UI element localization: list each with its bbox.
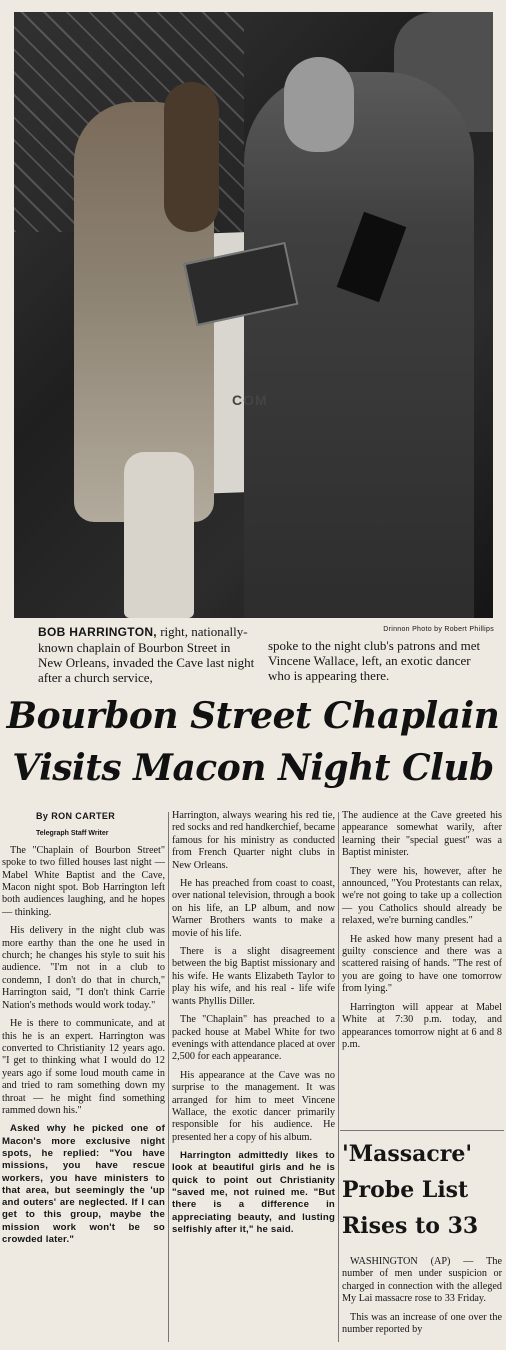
col2-para-4: The "Chaplain" has preached to a packed house at Mabel White for two evenings with attendance placed at over 2,500 for each appearance. xyxy=(172,1014,335,1063)
chaplain-head xyxy=(284,57,354,152)
staff-tag: Telegraph Staff Writer xyxy=(36,830,109,838)
col1-para-3: He is there to communicate, and at this he is an expert. Harrington was converted to Christianity 12 years ago. "I get to thinking what I would do 12 years ago if some loud mouth came in and tried to ram something down my throat — he might find something rammed down his." xyxy=(2,1018,165,1116)
col3-para-1: The audience at the Cave greeted his appearance somewhat warily, after learning their "special guest" was a Baptist minister. xyxy=(342,810,502,859)
headline-line-2: Visits Macon Night Club xyxy=(12,747,494,789)
caption-left-text: right, nationally-known chaplain of Bourbon Street in New Orleans, invaded the Cave last night after a church service, xyxy=(38,624,255,685)
sidebar-more: This was an increase of one over the number reported by xyxy=(342,1311,502,1336)
col2-para-2: He has preached from coast to coast, over national television, through a book on his life, an LP album, and now Warner Brothers wants to make a movie of his life. xyxy=(172,878,335,939)
sidebar-headline xyxy=(342,1136,502,1244)
col1-para-2: His delivery in the night club was more earthy than the one he used in church; he changes his style to suit his audience. "I'm not in a club to condemn, I don't do that in church," Harrington said, "I don't think Carrie Nation's methods would work today." xyxy=(2,925,165,1011)
column-rule-2 xyxy=(338,812,339,1342)
col1-para-1: The "Chaplain of Bourbon Street" spoke to two filled houses last night — Mabel White Baptist and the Cave, Macon night spot. Bob Harrington left both audiences laughing, and he hopes — thinking. xyxy=(2,844,165,918)
sidebar-headline-3: Rises to 33 xyxy=(342,1213,479,1239)
article-column-1 xyxy=(2,810,165,1252)
poster-text: COM xyxy=(232,392,268,408)
news-photo xyxy=(14,12,493,618)
col2-para-3: There is a slight disagreement between the big Baptist missionary and his wife. He wants Elizabeth Taylor to play his wife, and his real - life wife wants Phyllis Diller. xyxy=(172,946,335,1007)
photo-credit: Drinnon Photo by Robert Phillips xyxy=(383,626,494,633)
caption-left xyxy=(38,624,256,685)
chaplain-figure xyxy=(244,72,474,618)
caption-lead: BOB HARRINGTON, xyxy=(38,625,157,639)
col3-para-3: He asked how many present had a guilty conscience and there was a scattered raising of hands. "The rest of you are going to have one tomorrow from lying." xyxy=(342,933,502,995)
col3-para-2: They were his, however, after he announced, "You Protestants can relax, we're not going to take up a collection — you Catholics should already be relaxed, we're burning candles." xyxy=(342,865,502,927)
sidebar-rule xyxy=(340,1130,504,1131)
sidebar-headline-2: Probe List xyxy=(342,1177,469,1203)
sidebar-headline-1: 'Massacre' xyxy=(342,1141,473,1167)
sidebar-dateline: WASHINGTON (AP) — The number of men under suspicion or charged in connection with the alleged My Lai massacre rose to 33 Friday. xyxy=(342,1256,502,1305)
article-column-3 xyxy=(342,810,502,1057)
sidebar-body xyxy=(342,1256,502,1342)
article-column-2 xyxy=(172,810,335,1242)
col2-para-1: Harrington, always wearing his red tie, red socks and red handkerchief, became famous for his ministry as conducted from French Quarter night clubs in New Orleans. xyxy=(172,810,335,871)
caption-right: spoke to the night club's patrons and met Vincene Wallace, left, an exotic dancer who is appearing there. xyxy=(268,638,481,683)
col3-para-4: Harrington will appear at Mabel White at 7:30 p.m. today, and appearances tomorrow night at 6 and 8 p.m. xyxy=(342,1001,502,1050)
column-rule-1 xyxy=(168,812,169,1342)
col2-para-5: His appearance at the Cave was no surprise to the management. It was arranged for him to meet Vincene Wallace, the exotic dancer primarily responsible for his audience. He presented her a copy of his album. xyxy=(172,1069,335,1143)
dancer-hair xyxy=(164,82,219,232)
dancer-legs xyxy=(124,452,194,618)
col2-bold-para: Harrington admittedly likes to look at beautiful girls and he is quick to point out Christianity "saved me, not ruined me. "But there is a difference in appreciating beauty, and lusting selfishly after it," he said. xyxy=(172,1150,335,1235)
byline: By RON CARTER xyxy=(36,811,116,821)
headline-line-1: Bourbon Street Chaplain xyxy=(6,695,500,737)
col1-bold-para: Asked why he picked one of Macon's more exclusive night spots, he replied: "You have missions, you have rescue workers, you have ministers to that area, but seemingly the 'up and outers' are neglected. If I can get to this group, maybe the mission work won't be so crowded later." xyxy=(2,1123,165,1246)
